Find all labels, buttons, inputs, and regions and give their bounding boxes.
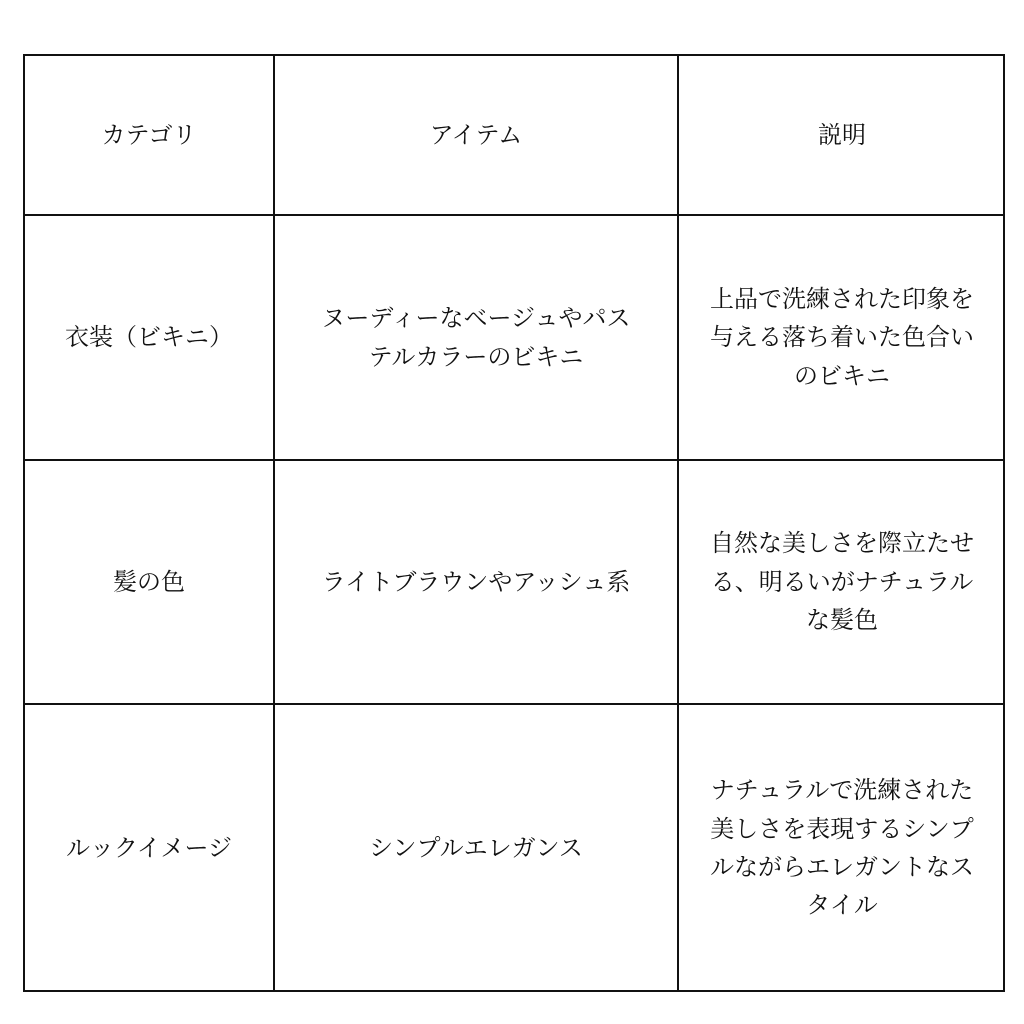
row-3-item: シンプルエレガンス [275, 705, 679, 991]
row-2-description: 自然な美しさを際立たせる、明るいがナチュラルな髪色 [679, 461, 1005, 705]
row-3-description: ナチュラルで洗練された美しさを表現するシンプルながらエレガントなスタイル [710, 776, 974, 920]
row-3-category: ルックイメージ [25, 705, 275, 991]
styling-table [23, 54, 1005, 992]
row-2-item: ライトブラウンやアッシュ系 [275, 461, 679, 705]
header-item: アイテム [275, 56, 679, 216]
header-category: カテゴリ [25, 56, 275, 216]
header-description: 説明 [679, 56, 1005, 216]
row-1-description: 上品で洗練された印象を与える落ち着いた色合いのビキニ [679, 216, 1005, 461]
row-1-item: ヌーディーなベージュやパステルカラーのビキニ [275, 216, 679, 461]
row-1-category: 衣装（ビキニ） [25, 216, 275, 461]
row-2-category: 髪の色 [25, 461, 275, 705]
